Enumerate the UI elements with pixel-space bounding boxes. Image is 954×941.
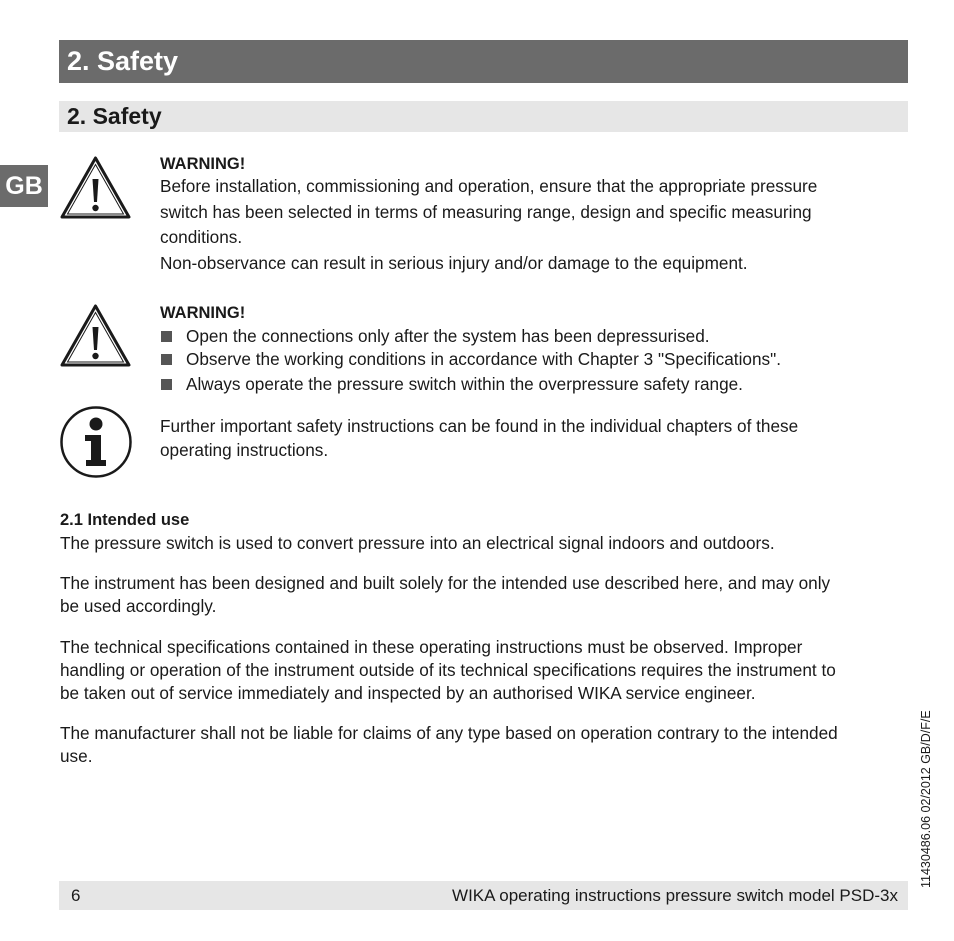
bullet-square-icon <box>161 379 172 390</box>
paragraph-line: The instrument has been designed and built solely for the intended use described here, and may only <box>60 573 831 593</box>
section-title: 2. Safety <box>67 103 162 129</box>
warning-title: WARNING! <box>160 304 246 322</box>
list-item-text: Observe the working conditions in accordance with Chapter 3 "Specifications". <box>186 349 781 369</box>
bullet-square-icon <box>161 354 172 365</box>
warning-bullet-list <box>160 325 880 396</box>
document-code: 11430486.06 02/2012 GB/D/F/E <box>919 710 933 888</box>
paragraph-line: handling or operation of the instrument outside of its technical specifications requires the instrument to <box>60 660 836 680</box>
paragraph-line: use. <box>60 746 93 766</box>
list-item-text: Always operate the pressure switch within the overpressure safety range. <box>186 374 743 394</box>
warning-block-1 <box>160 154 880 276</box>
warning-text-line: switch has been selected in terms of measuring range, design and specific measuring <box>160 201 812 222</box>
info-block <box>160 414 880 462</box>
warning-title: WARNING! <box>160 155 246 173</box>
paragraph-line: be taken out of service immediately and inspected by an authorised WIKA service engineer. <box>60 683 756 703</box>
paragraph-line: The technical specifications contained in these operating instructions must be observed. Improper <box>60 637 803 657</box>
list-item <box>160 348 880 371</box>
paragraph-line: The manufacturer shall not be liable for claims of any type based on operation contrary to the intended <box>60 723 838 743</box>
paragraph-line: be used accordingly. <box>60 596 217 616</box>
subsection-heading: 2.1 Intended use <box>60 511 190 529</box>
paragraph <box>60 636 908 705</box>
page-header-bar <box>59 40 908 83</box>
warning-block-2 <box>160 303 880 396</box>
warning-triangle-icon <box>59 303 132 369</box>
section-heading-bar <box>59 101 908 132</box>
bullet-square-icon <box>161 331 172 342</box>
page-footer <box>59 881 908 910</box>
paragraph <box>60 572 908 618</box>
warning-text-line: Before installation, commissioning and operation, ensure that the appropriate pressure <box>160 176 818 196</box>
warning-triangle-icon <box>59 155 132 221</box>
info-text-line: operating instructions. <box>160 440 329 460</box>
paragraph <box>60 722 908 768</box>
page-number: 6 <box>71 886 81 905</box>
warning-text-line: Non-observance can result in serious injury and/or damage to the equipment. <box>160 252 748 273</box>
page-title: 2. Safety <box>67 46 179 76</box>
language-tab: GB <box>0 165 48 207</box>
info-circle-icon <box>59 405 133 479</box>
intended-use-section <box>60 509 908 555</box>
paragraph: The pressure switch is used to convert pressure into an electrical signal indoors and outdoors. <box>60 533 775 553</box>
warning-text-line: conditions. <box>160 227 243 247</box>
list-item <box>160 373 880 396</box>
info-text-line: Further important safety instructions can be found in the individual chapters of these <box>160 416 799 436</box>
list-item <box>160 325 880 348</box>
list-item-text: Open the connections only after the system has been depressurised. <box>186 326 710 346</box>
footer-title: WIKA operating instructions pressure switch model PSD-3x <box>452 886 898 905</box>
